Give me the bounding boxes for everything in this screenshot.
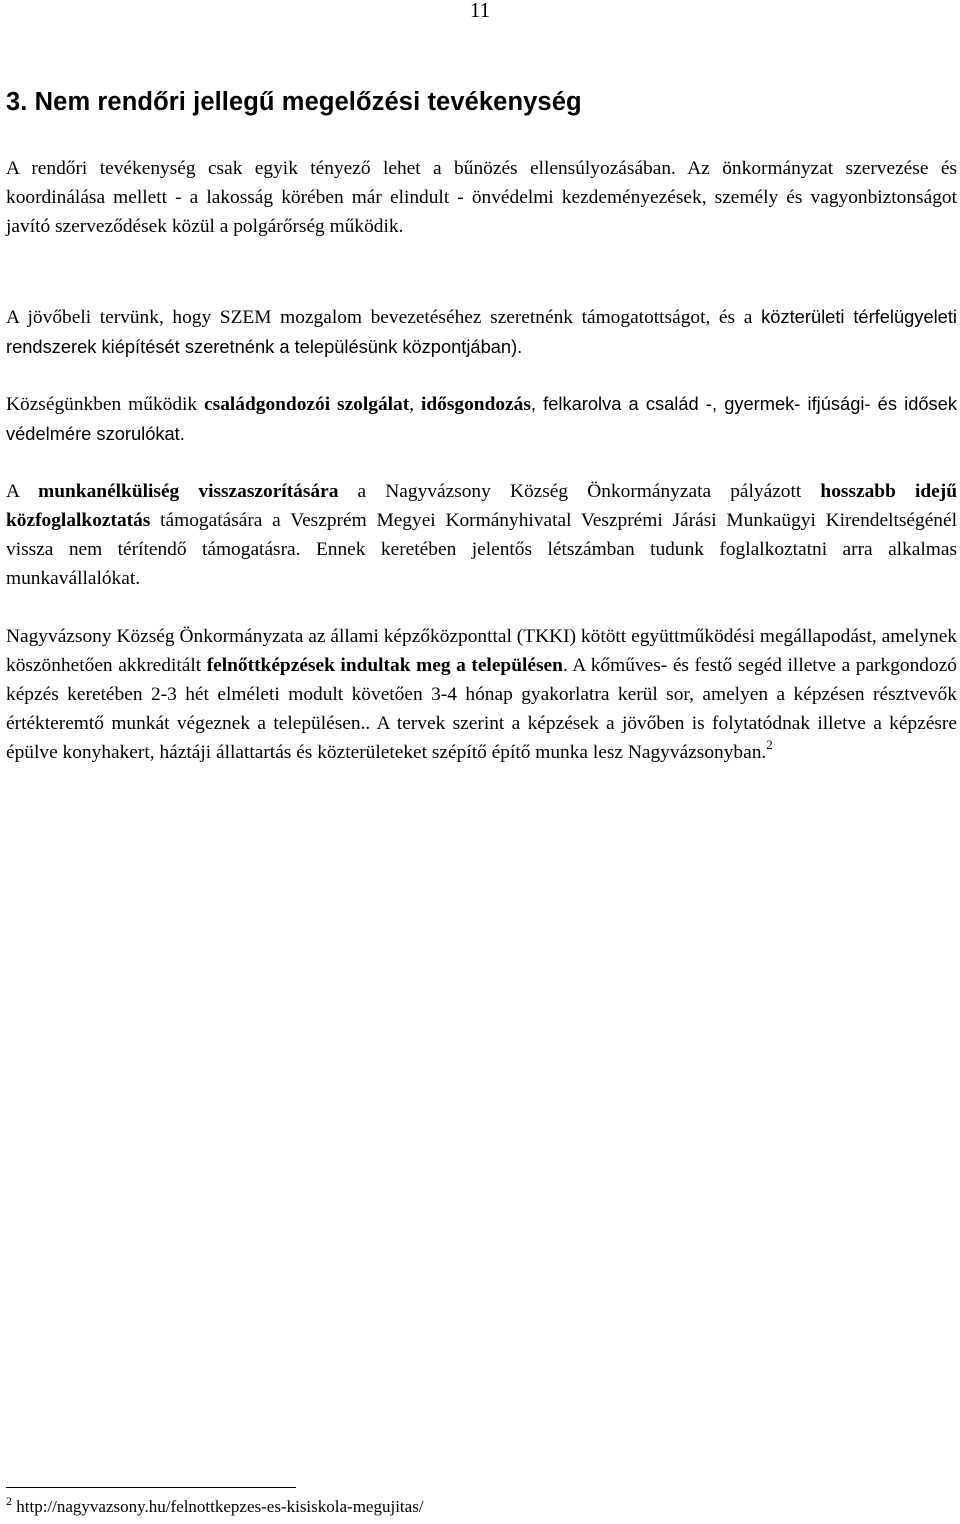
paragraph-text: A rendőri tevékenység csak egyik tényező lehet a bűnözés ellensúlyozásában. <box>6 158 676 179</box>
paragraph-social-services <box>6 389 957 449</box>
paragraph-text: , felkarolva a család -, gyermek- ifjúsági- és idősek védelmére szorulókat. <box>6 393 957 444</box>
footnote-number: 2 <box>6 1494 12 1508</box>
paragraph-text: Az önkormányzat szervezése és koordinálása mellett - a lakosság körében már elindult - önvédelmi kezdeményezések, személy és vagyonbiztonságot javító szerveződések közül a polgárőrség működik. <box>6 158 957 237</box>
bold-term: idősgondozás <box>420 394 531 415</box>
paragraph-text: , <box>409 394 421 415</box>
paragraph-text: . A kőműves- és festő segéd illetve a parkgondozó képzés keretében 2-3 hét elméleti modult követően 3-4 hónap gyakorlatra kerül sor, amelyen a képzésen résztvevők értékteremtő munkát végeznek a településen.. A tervek szerint a képzések a jövőben is folytatódnak illetve a képzésre épülve konyhakert, háztáji állattartás és közterületeket szépítő építő munka lesz Nagyvázsonyban. <box>6 655 957 763</box>
bold-term: munkanélküliség visszaszorítására <box>38 481 339 502</box>
paragraph-text: a Nagyvázsony Község Önkormányzata pályázott <box>338 481 821 502</box>
bold-term: hosszabb idejű közfoglalkoztatás <box>6 481 958 531</box>
footnote-divider <box>6 1487 296 1488</box>
bold-term: családgondozói szolgálat <box>204 394 410 415</box>
paragraph-text: Községünkben működik <box>6 394 205 415</box>
paragraph-text: támogatására a Veszprém Megyei Kormányhivatal Veszprémi Járási Munkaügyi Kirendeltségénél vissza nem térítendő támogatásra. <box>6 510 957 560</box>
paragraph-text: A jövőbeli tervünk, hogy SZEM mozgalom bevezetéséhez szeretnénk támogatottságot, és a <box>6 307 753 328</box>
paragraph-text: közterületi térfelügyeleti rendszerek kiépítését szeretnénk a településünk központjában). <box>6 306 957 357</box>
paragraph-unemployment <box>6 477 957 593</box>
footnote <box>6 1494 424 1517</box>
footnote-reference[interactable]: 2 <box>766 737 773 752</box>
bold-term: felnőttképzések indultak meg a településen <box>206 655 563 676</box>
paragraph-adult-education <box>6 622 957 767</box>
paragraph-text: Nagyvázsony Község Önkormányzata az állami képzőközponttal (TKKI) kötött együttműködési megállapodást, amelynek köszönhetően akkreditált <box>6 626 957 676</box>
section-heading: 3. Nem rendőri jellegű megelőzési tevékenység <box>6 88 582 116</box>
footnote-link[interactable]: http://nagyvazsony.hu/felnottkepzes-es-kisiskola-megujitas/ <box>12 1497 424 1516</box>
paragraph-text: A <box>6 481 39 502</box>
paragraph-future-plans <box>6 302 957 362</box>
page-number: 11 <box>469 0 491 22</box>
paragraph-text: Ennek keretében jelentős létszámban tudunk foglalkoztatni arra alkalmas munkavállalókat. <box>6 539 957 589</box>
paragraph-crime-prevention <box>6 154 957 241</box>
